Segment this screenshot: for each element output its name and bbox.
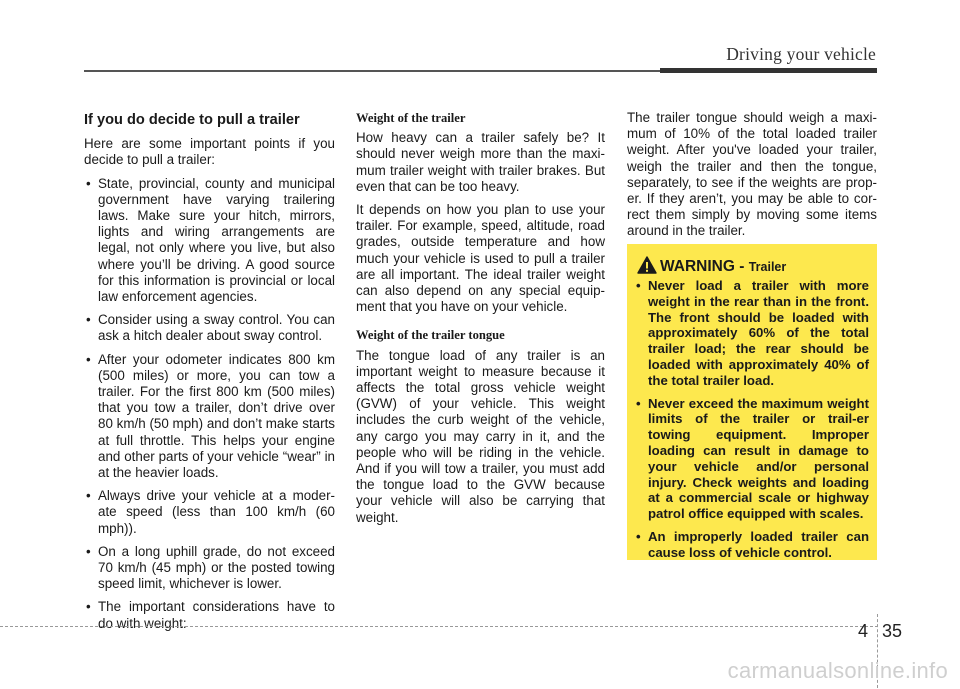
list-item: • After your odometer indicates 800 km (500 miles) or more, you can tow a trailer. For the first 800 km (500 miles) that you tow a trailer, don’t drive over 80 km/h (50 mph) and don’t make starts at full throttle. This helps your engine and other parts of your vehicle “wear” in at the heavier loads.: [84, 352, 335, 482]
header-rule: [84, 70, 660, 72]
footer-rule: [0, 626, 878, 627]
intro-paragraph: Here are some important points if you decide to pull a trailer:: [84, 136, 335, 168]
list-item: • Never load a trailer with more weight in the rear than in the front. The front should be loaded with approximately 60% of the total trailer load; the rear should be loaded with approximately 40% of the total trailer load.: [635, 278, 869, 389]
list-item: • The important considerations have to do with weight:: [84, 599, 335, 631]
column-1: [84, 110, 335, 639]
tongue-weight-paragraph: The trailer tongue should weigh a maxi-mum of 10% of the total loaded trailer weight. After you've loaded your trailer, weigh the trailer and then the tongue, separately, to see if the weights are prop-er. If they aren’t, you may be able to cor-rect them simply by moving some items around in the trailer.: [627, 110, 877, 239]
warning-triangle-icon: [637, 256, 657, 274]
trailer-weight-paragraph: How heavy can a trailer safely be? It should never weigh more than the maxi-mum trailer weight with trailer brakes. But even that can be too heavy.: [356, 130, 605, 194]
list-item: • State, provincial, county and municipal government have varying trailering laws. Make sure your hitch, mirrors, lights and wiring arrangements are legal, not only where you live, but also where you’ll be driving. A good source for this information is provincial or local law enforcement agencies.: [84, 176, 335, 306]
warning-subject: Trailer: [748, 260, 787, 274]
warning-list: [635, 278, 869, 568]
column-3: [627, 110, 877, 247]
list-item: • Consider using a sway control. You can ask a hitch dealer about sway control.: [84, 312, 335, 344]
trailer-weight-paragraph: It depends on how you plan to use your trailer. For example, speed, altitude, road grades, outside temperature and how much your vehicle is used to pull a trailer are all important. The ideal trailer weight can also depend on any special equip-ment that you have on your vehicle.: [356, 202, 605, 315]
warning-title: [660, 258, 786, 276]
running-header-title: Driving your vehicle: [726, 44, 876, 64]
warning-box: [627, 244, 877, 560]
tongue-weight-heading: Weight of the trailer tongue: [356, 328, 505, 343]
watermark: carmanualsonline.info: [727, 658, 948, 683]
list-item: • On a long uphill grade, do not exceed 70 km/h (45 mph) or the posted towing speed limit, whichever is lower.: [84, 544, 335, 593]
column-2: [356, 110, 605, 533]
warning-label: WARNING -: [660, 258, 745, 275]
section-heading: If you do decide to pull a trailer: [84, 112, 300, 128]
tongue-weight-paragraph: The tongue load of any trailer is an important weight to measure because it affects the total gross vehicle weight (GVW) of your vehicle. This weight includes the curb weight of the vehicle, any cargo you may carry in it, and the people who will be riding in the vehicle. And if you will tow a trailer, you must add the tongue load to the GVW because your vehicle will also be carrying that weight.: [356, 347, 605, 525]
tips-list: [84, 176, 335, 632]
page-number: 35: [882, 621, 903, 641]
list-item: • Always drive your vehicle at a moder-ate speed (less than 100 km/h (60 mph)).: [84, 488, 335, 537]
header-bar: [660, 68, 877, 73]
list-item: • Never exceed the maximum weight limits of the trailer or trail-er towing equipment. Improper loading can result in damage to your vehicle and/or personal injury. Check weights and loading at a commercial scale or highway patrol office equipped with scales.: [635, 396, 869, 522]
list-item: • An improperly loaded trailer can cause loss of vehicle control.: [635, 529, 869, 561]
section-number: 4: [858, 621, 869, 641]
trailer-weight-heading: Weight of the trailer: [356, 111, 466, 125]
